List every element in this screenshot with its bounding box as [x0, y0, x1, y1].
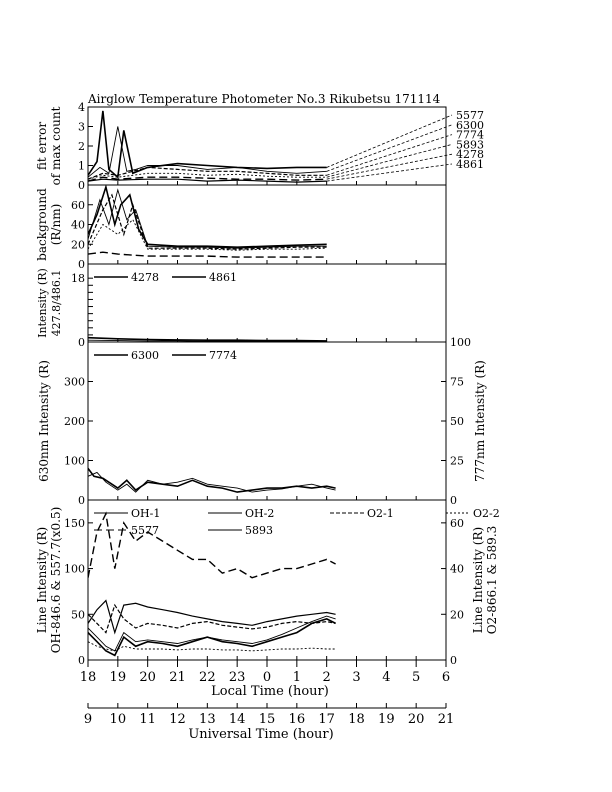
series-o2-2: [88, 642, 336, 651]
legend-label-O2-1: O2-1: [367, 507, 394, 520]
universal-time-tick-label: 10: [109, 712, 127, 727]
y-axis-label: fit error: [35, 121, 49, 171]
local-time-tick-label: 20: [139, 670, 156, 685]
y-tick-label: 100: [64, 454, 85, 468]
y-tick-label: 40: [71, 218, 85, 232]
local-time-axis-label: Local Time (hour): [211, 684, 329, 699]
y2-tick-label: 0: [450, 654, 457, 667]
legend-label-6300: 6300: [456, 118, 484, 132]
universal-time-tick-label: 11: [139, 712, 156, 727]
y2-axis-label: 777nm Intensity (R): [473, 360, 487, 482]
universal-time-tick-label: 18: [348, 712, 365, 727]
y-axis-label: Intensity (R): [36, 268, 49, 338]
y-tick-label: 200: [64, 415, 85, 428]
y-axis-label: (R/nm): [49, 203, 63, 246]
local-time-tick-label: 19: [109, 670, 127, 685]
legend-label-4861: 4861: [456, 158, 484, 171]
local-time-tick-label: 2: [322, 670, 331, 685]
panels: [35, 101, 500, 667]
series-5: [88, 252, 327, 257]
series-3: [88, 195, 327, 249]
legend-label-OH-1: OH-1: [131, 507, 161, 520]
series-6300: [88, 468, 336, 492]
universal-time-tick-label: 20: [407, 712, 425, 727]
universal-time-tick-label: 12: [169, 712, 186, 727]
local-time-tick-label: 6: [441, 670, 451, 685]
y-tick-label: 1: [78, 159, 85, 173]
y-axis-label: Line Intensity (R): [35, 526, 49, 634]
local-time-tick-label: 3: [352, 670, 361, 685]
universal-time-tick-label: 17: [318, 712, 335, 727]
y-tick-label: 3: [78, 120, 85, 134]
series-group: [88, 514, 336, 656]
series-5893: [88, 601, 336, 633]
universal-time-tick-label: 15: [258, 712, 276, 727]
series-group: [88, 111, 327, 182]
panel-intensity-630-777: [37, 336, 487, 507]
legend-leader-7774: [327, 135, 452, 176]
panel-frame: [88, 342, 446, 500]
y-tick-label: 100: [64, 562, 85, 576]
legend-label-4861: 4861: [209, 271, 237, 284]
legend-label-5577: 5577: [456, 109, 484, 122]
y-axis-label: OH-846.6 & 557.7(x0.5): [49, 506, 63, 654]
y-tick-label: 0: [78, 258, 85, 271]
legend-label-6300: 6300: [131, 349, 159, 362]
y-axis-label: 630nm Intensity (R): [37, 360, 51, 482]
legend-label-5893: 5893: [456, 138, 484, 152]
local-time-tick-label: 22: [199, 670, 216, 685]
universal-time-tick-label: 19: [378, 712, 395, 727]
panel-line-intensity: [35, 500, 500, 667]
y-tick-label: 0: [78, 179, 85, 192]
legend-leader-6300: [327, 125, 452, 172]
y2-tick-label: 50: [450, 415, 464, 428]
y2-tick-label: 25: [450, 454, 464, 468]
legend-leader-4861: [327, 164, 452, 181]
y2-tick-label: 100: [450, 336, 471, 349]
series-5577: [88, 514, 336, 578]
series-5577: [88, 111, 327, 177]
y2-tick-label: 75: [450, 375, 464, 389]
y-tick-label: 0: [78, 654, 85, 667]
y2-axis-label: Line Intensity (R): [471, 526, 485, 634]
universal-time-tick-label: 21: [437, 712, 455, 727]
panel-frame: [88, 185, 446, 264]
universal-time-tick-label: 9: [83, 712, 93, 727]
y-tick-label: 0: [78, 336, 85, 349]
chart-title: Airglow Temperature Photometer No.3 Rikubetsu 171114: [88, 92, 441, 106]
local-time-tick-label: 0: [262, 670, 272, 685]
y-tick-label: 60: [71, 198, 85, 212]
y2-tick-label: 20: [450, 608, 464, 622]
y-tick-label: 2: [78, 140, 85, 153]
universal-time-tick-label: 13: [199, 712, 216, 727]
legend-label-7774: 7774: [209, 349, 237, 362]
legend-label-OH-2: OH-2: [245, 507, 275, 520]
time-axes: [80, 660, 455, 742]
y-tick-label: 20: [71, 238, 85, 252]
series-group: [88, 187, 327, 257]
y-tick-label: 4: [78, 101, 85, 114]
y2-axis-label: O2-866.1 & 589.3: [485, 525, 499, 635]
y2-tick-label: 40: [450, 562, 464, 576]
series-o2-1: [88, 605, 336, 633]
y-tick-label: 50: [71, 608, 85, 622]
universal-time-tick-label: 16: [288, 712, 306, 727]
series-oh-1: [88, 619, 336, 656]
panel-background: [35, 185, 446, 271]
y-tick-label: 150: [64, 516, 85, 530]
legend-label-4278: 4278: [131, 271, 159, 284]
series-2: [88, 190, 327, 248]
y-axis-label: of max count: [49, 106, 63, 186]
legend-label-7774: 7774: [456, 128, 484, 142]
series-4861: [88, 179, 327, 182]
legend-leader-5577: [327, 115, 452, 167]
legend-label-4278: 4278: [456, 148, 484, 162]
y2-tick-label: 0: [450, 494, 457, 507]
y2-tick-label: 60: [450, 516, 464, 530]
local-time-tick-label: 1: [292, 670, 301, 685]
y-axis-label: background: [35, 188, 49, 261]
y-axis-label: 427.8/486.1: [50, 269, 63, 337]
panel-intensity-427: [36, 264, 446, 349]
local-time-tick-label: 4: [382, 670, 391, 685]
local-time-tick-label: 23: [228, 670, 246, 685]
panel-fit-error: [35, 101, 484, 192]
universal-time-tick-label: 14: [228, 712, 246, 727]
series-1: [88, 187, 327, 247]
legend-leader-5893: [327, 144, 452, 177]
legend-label-5577: 5577: [131, 524, 159, 537]
local-time-tick-label: 21: [169, 670, 186, 685]
y-tick-label: 0: [78, 494, 85, 507]
series-group: [88, 468, 336, 492]
local-time-tick-label: 18: [79, 670, 97, 685]
local-time-tick-label: 5: [412, 670, 421, 685]
universal-time-axis-label: Universal Time (hour): [188, 727, 334, 742]
y-tick-label: 300: [64, 375, 85, 389]
y-tick-label: 18: [71, 272, 85, 286]
legend-label-5893: 5893: [245, 524, 273, 537]
legend-label-O2-2: O2-2: [473, 507, 500, 520]
